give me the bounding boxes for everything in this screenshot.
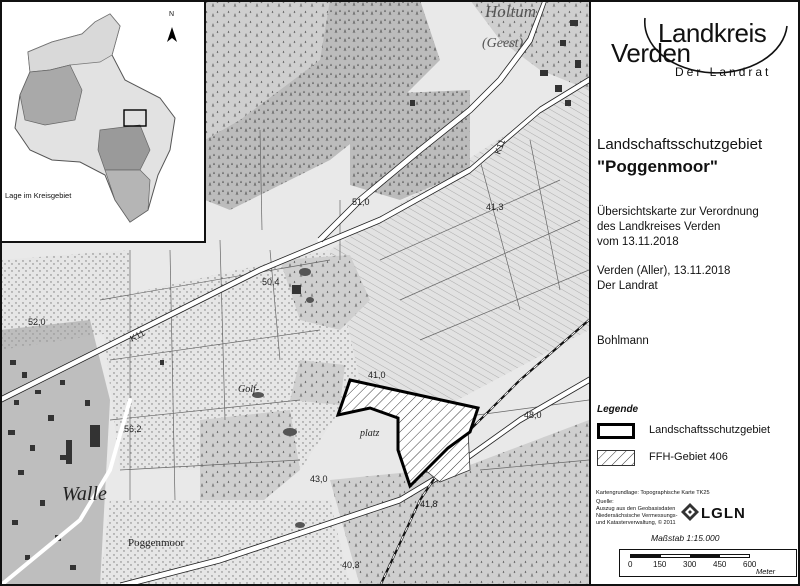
label-walle: Walle [62, 483, 107, 505]
spot-height-50-4: 50,4 [262, 277, 280, 287]
spot-height-43: 43,0 [310, 474, 328, 484]
lgln-logo-text: LGLN [701, 505, 746, 522]
legend-title: Legende [597, 404, 639, 415]
scale-tick-150: 150 [653, 560, 667, 569]
legend-label: Landschaftsschutzgebiet [649, 424, 771, 436]
scale-title: Maßstab 1:15.000 [651, 533, 720, 543]
label-geest: (Geest) [482, 36, 524, 51]
overview-inset [0, 0, 206, 243]
scale-bar [630, 554, 750, 558]
scale-tick-300: 300 [683, 560, 697, 569]
legend-swatch-outline [597, 423, 635, 439]
spot-height-41: 41,0 [368, 370, 386, 380]
scale-bar-frame [619, 549, 797, 577]
legend-label: FFH-Gebiet 406 [649, 451, 728, 463]
info-panel [589, 0, 800, 586]
source-line1: Auszug aus den Geobasisdaten [596, 506, 676, 512]
inset-caption: Lage im Kreisgebiet [5, 191, 72, 200]
description-line2: des Landkreises Verden [597, 221, 721, 233]
basemap-note: Kartengrundlage: Topographische Karte TK25 [596, 490, 710, 496]
north-label: N [169, 11, 175, 18]
label-holtum: Holtum [485, 2, 536, 21]
spot-height-56: 56,2 [124, 424, 142, 434]
lgln-logo-icon [681, 503, 699, 521]
spot-height-51: 51,0 [352, 197, 370, 207]
spot-height-40-3: 40,3 [342, 560, 360, 570]
scale-tick-0: 0 [628, 560, 633, 569]
label-k11-west: K11 [128, 327, 147, 344]
map-title-line1: Landschaftsschutzgebiet [597, 136, 763, 153]
scale-tick-600: 600 [743, 560, 757, 569]
spot-height-41-3: 41,3 [486, 202, 504, 212]
spot-height-52: 52,0 [28, 317, 46, 327]
legend-swatch-hatch [597, 450, 635, 466]
label-golf: Golf- [238, 384, 260, 395]
map-title-line2: "Poggenmoor" [597, 157, 718, 176]
signer-name: Bohlmann [597, 335, 649, 347]
north-arrow-icon [167, 27, 177, 42]
label-k11-north: K11 [492, 137, 508, 156]
scale-tick-450: 450 [713, 560, 727, 569]
district-overview-map [0, 0, 204, 241]
source-line2: Niedersächsische Vermessungs- [596, 513, 678, 519]
label-platz: platz [360, 428, 380, 439]
logo-verden: Verden [611, 38, 691, 68]
place-date: Verden (Aller), 13.11.2018 [597, 265, 731, 277]
signer-role: Der Landrat [597, 280, 658, 292]
description-line3: vom 13.11.2018 [597, 236, 679, 248]
label-poggenmoor: Poggenmoor [128, 537, 185, 549]
logo-subtitle: Der Landrat [675, 65, 772, 79]
logo-landkreis: Landkreis [658, 18, 767, 48]
source-line3: und Katasterverwaltung, © 2011 [596, 520, 676, 526]
spot-height-41-8: 41,8 [420, 499, 438, 509]
source-heading: Quelle: [596, 499, 614, 505]
spot-height-48: 48,0 [524, 410, 542, 420]
description-line1: Übersichtskarte zur Verordnung [597, 206, 759, 218]
scale-unit: Meter [756, 567, 776, 576]
